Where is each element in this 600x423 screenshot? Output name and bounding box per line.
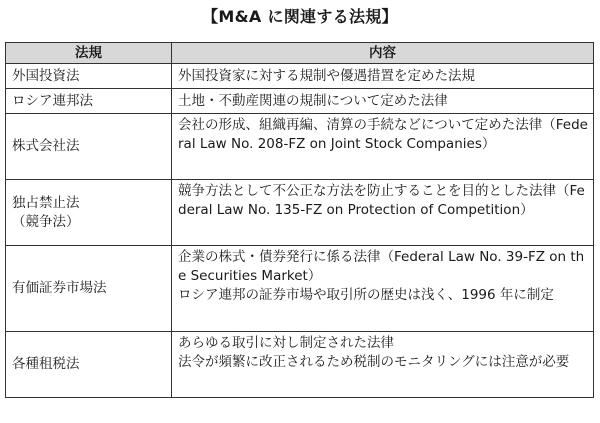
law-name-cell (6, 180, 172, 246)
table-row (6, 114, 594, 180)
law-name: 独占禁止法 (12, 194, 80, 211)
content-text: 法令が頻繁に改正されるため税制のモニタリングには注意が必要 (178, 354, 570, 370)
header-law: 法規 (6, 43, 172, 64)
law-name-cell (6, 114, 172, 180)
law-name: 外国投資法 (12, 67, 80, 84)
law-name: 各種租税法 (12, 356, 80, 372)
content-cell (172, 64, 594, 89)
law-name: 有価証券市場法 (12, 280, 107, 296)
table-row (6, 89, 594, 114)
content-text: 土地・不動産関連の規制について定めた法律 (178, 92, 448, 109)
content-cell (172, 180, 594, 246)
law-name: ロシア連邦法 (12, 92, 93, 109)
content-text: 企業の株式・債券発行に係る法律（Federal Law No. 39-FZ on the Securities Market） (178, 249, 585, 284)
content-text: 競争方法として不公正な方法を防止することを目的と (178, 183, 502, 199)
content-text: した法律（Federal Law No. 135-FZ on Protection of Competition） (178, 183, 585, 218)
content-cell (172, 89, 594, 114)
law-name-cell (6, 246, 172, 332)
law-name-cell (6, 64, 172, 89)
content-text: 外国投資家に対する規制や優遇措置を定めた法規 (178, 67, 475, 84)
content-cell (172, 246, 594, 332)
law-name-sub: （競争法） (12, 213, 80, 230)
content-cell (172, 332, 594, 398)
law-name-cell (6, 89, 172, 114)
table-title: 【M&A に関連する法規】 (202, 7, 398, 26)
table-row (6, 64, 594, 89)
content-text: 会社の形成、組織再編、清算の手続などについて定め (178, 117, 502, 133)
law-table (5, 42, 594, 398)
law-name: 株式会社法 (12, 138, 80, 154)
content-text: あらゆる取引に対し制定された法律 (178, 335, 394, 351)
content-text: た法律（Federal Law No. 208-FZ on Joint Stock Companies） (178, 117, 588, 152)
content-text: ロシア連邦の証券市場や取引所の歴史は浅く、1996 年に制定 (178, 287, 554, 303)
law-name-cell (6, 332, 172, 398)
table-row (6, 332, 594, 398)
header-content: 内容 (172, 43, 594, 64)
content-cell (172, 114, 594, 180)
table-row (6, 180, 594, 246)
table-row (6, 246, 594, 332)
table-header-row (6, 43, 594, 64)
